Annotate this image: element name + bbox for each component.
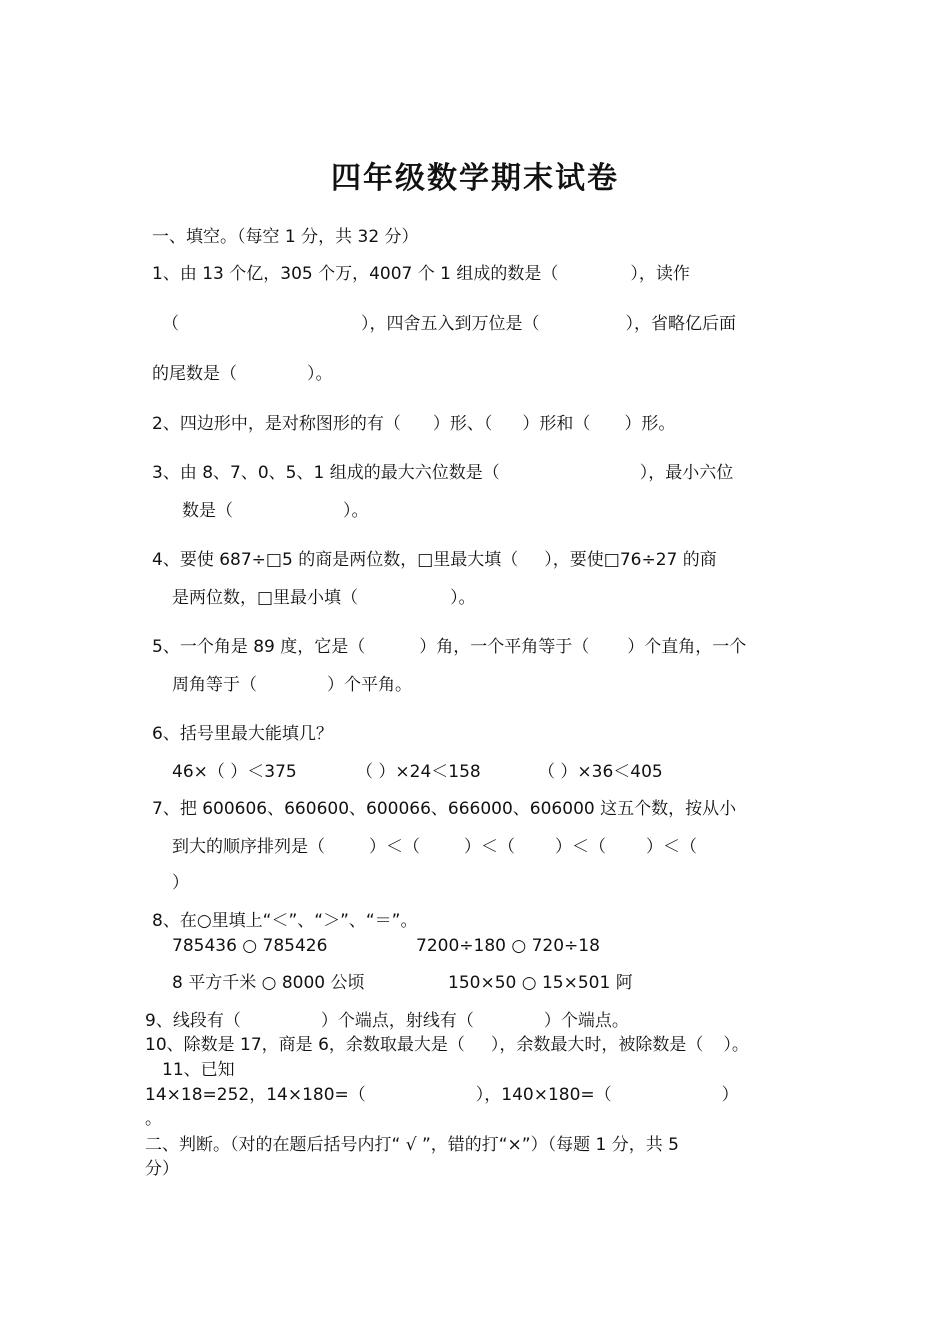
q3-text-b: ），最小六位 xyxy=(639,463,734,483)
section2-heading-line-2: 分） xyxy=(145,1159,179,1179)
q11-text-c: ） xyxy=(721,1085,739,1105)
question-8-heading: 8、在○里填上“＜”、“＞”、“＝”。 xyxy=(152,911,418,931)
question-1-line-1 xyxy=(152,263,690,285)
q5-text-e: ）个平角。 xyxy=(327,675,412,695)
question-6-item-c: （ ）×36＜405 xyxy=(538,762,663,782)
q11-text-b: ），140×180=（ xyxy=(475,1085,612,1105)
q9-text-b: ）个端点，射线有（ xyxy=(320,1011,474,1031)
q7-text-c: ）＜（ xyxy=(464,837,515,857)
question-1-line-2 xyxy=(162,313,736,335)
q2-text-d: ）形。 xyxy=(624,414,676,434)
q1-text-a: 1、由 13 个亿，305 个万，4007 个 1 组成的数是（ xyxy=(152,264,559,284)
q2-text-c: ）形和（ xyxy=(522,414,591,434)
question-11-line-1: 11、已知 xyxy=(162,1060,235,1080)
question-8-item-d: 150×50 ○ 15×501 阿 xyxy=(448,973,633,993)
q7-text-b: ）＜（ xyxy=(369,837,420,857)
q7-text-e: ）＜（ xyxy=(646,837,697,857)
question-8-item-b: 7200÷180 ○ 720÷18 xyxy=(416,936,600,956)
question-5-line-2 xyxy=(172,674,412,696)
q1-text-f: 的尾数是（ xyxy=(152,364,237,384)
question-7-line-3: ） xyxy=(172,873,189,893)
question-3-line-1 xyxy=(152,462,733,484)
question-4-line-1 xyxy=(152,549,717,571)
question-11-line-2 xyxy=(145,1084,739,1106)
q1-text-d: ），四舍五入到万位是（ xyxy=(361,314,540,334)
question-5-line-1 xyxy=(152,636,746,658)
question-4-line-2 xyxy=(172,587,476,609)
question-7-line-2 xyxy=(172,836,697,858)
q4-text-a: 4、要使 687÷□5 的商是两位数，□里最大填（ xyxy=(152,550,519,570)
question-8-item-c: 8 平方千米 ○ 8000 公顷 xyxy=(172,973,365,993)
q1-text-c: （ xyxy=(162,314,179,334)
q5-text-c: ）个直角，一个 xyxy=(627,637,747,657)
q4-text-d: ）。 xyxy=(450,588,476,608)
q1-text-e: ），省略亿后面 xyxy=(625,314,736,334)
question-6-item-b: （ ）×24＜158 xyxy=(356,762,481,782)
question-8-item-a: 785436 ○ 785426 xyxy=(172,936,328,956)
q1-text-g: ）。 xyxy=(307,364,333,384)
section2-heading-line-1: 二、判断。（对的在题后括号内打“ √ ”，错的打“×”）（每题 1 分，共 5 xyxy=(145,1135,679,1155)
question-7-line-1: 7、把 600606、660600、600066、666000、606000 这五个数，按从小 xyxy=(152,799,737,819)
q3-text-d: ）。 xyxy=(343,501,369,521)
q2-text-b: ）形、（ xyxy=(432,414,493,434)
section1-heading: 一、填空。（每空 1 分，共 32 分） xyxy=(152,227,419,247)
question-3-line-2 xyxy=(182,500,369,522)
question-2 xyxy=(152,413,675,435)
q4-text-b: ），要使□76÷27 的商 xyxy=(544,550,717,570)
question-6-item-a: 46×（ ）＜375 xyxy=(172,762,297,782)
question-6-heading: 6、括号里最大能填几？ xyxy=(152,724,333,744)
q9-text-c: ）个端点。 xyxy=(543,1011,629,1031)
q2-text-a: 2、四边形中，是对称图形的有（ xyxy=(152,414,401,434)
q3-text-a: 3、由 8、7、0、5、1 组成的最大六位数是（ xyxy=(152,463,500,483)
q7-text-a: 到大的顺序排列是（ xyxy=(172,837,325,857)
q10-text-c: ）。 xyxy=(723,1035,749,1055)
q9-text-a: 9、线段有（ xyxy=(145,1011,241,1031)
q11-text-a: 14×18=252，14×180=（ xyxy=(145,1085,366,1105)
q3-text-c: 数是（ xyxy=(182,501,233,521)
q5-text-b: ）角，一个平角等于（ xyxy=(419,637,590,657)
q10-text-b: ），余数最大时，被除数是（ xyxy=(490,1035,704,1055)
q5-text-a: 5、一个角是 89 度，它是（ xyxy=(152,637,366,657)
q5-text-d: 周角等于（ xyxy=(172,675,257,695)
question-11-line-3: 。 xyxy=(145,1109,162,1129)
q4-text-c: 是两位数，□里最小填（ xyxy=(172,588,359,608)
question-9 xyxy=(145,1010,629,1032)
question-10 xyxy=(145,1034,749,1056)
page-title: 四年级数学期末试卷 xyxy=(331,161,619,196)
question-1-line-3 xyxy=(152,363,333,385)
q7-text-d: ）＜（ xyxy=(555,837,606,857)
q10-text-a: 10、除数是 17，商是 6，余数取最大是（ xyxy=(145,1035,465,1055)
q1-text-b: ），读作 xyxy=(630,264,690,284)
